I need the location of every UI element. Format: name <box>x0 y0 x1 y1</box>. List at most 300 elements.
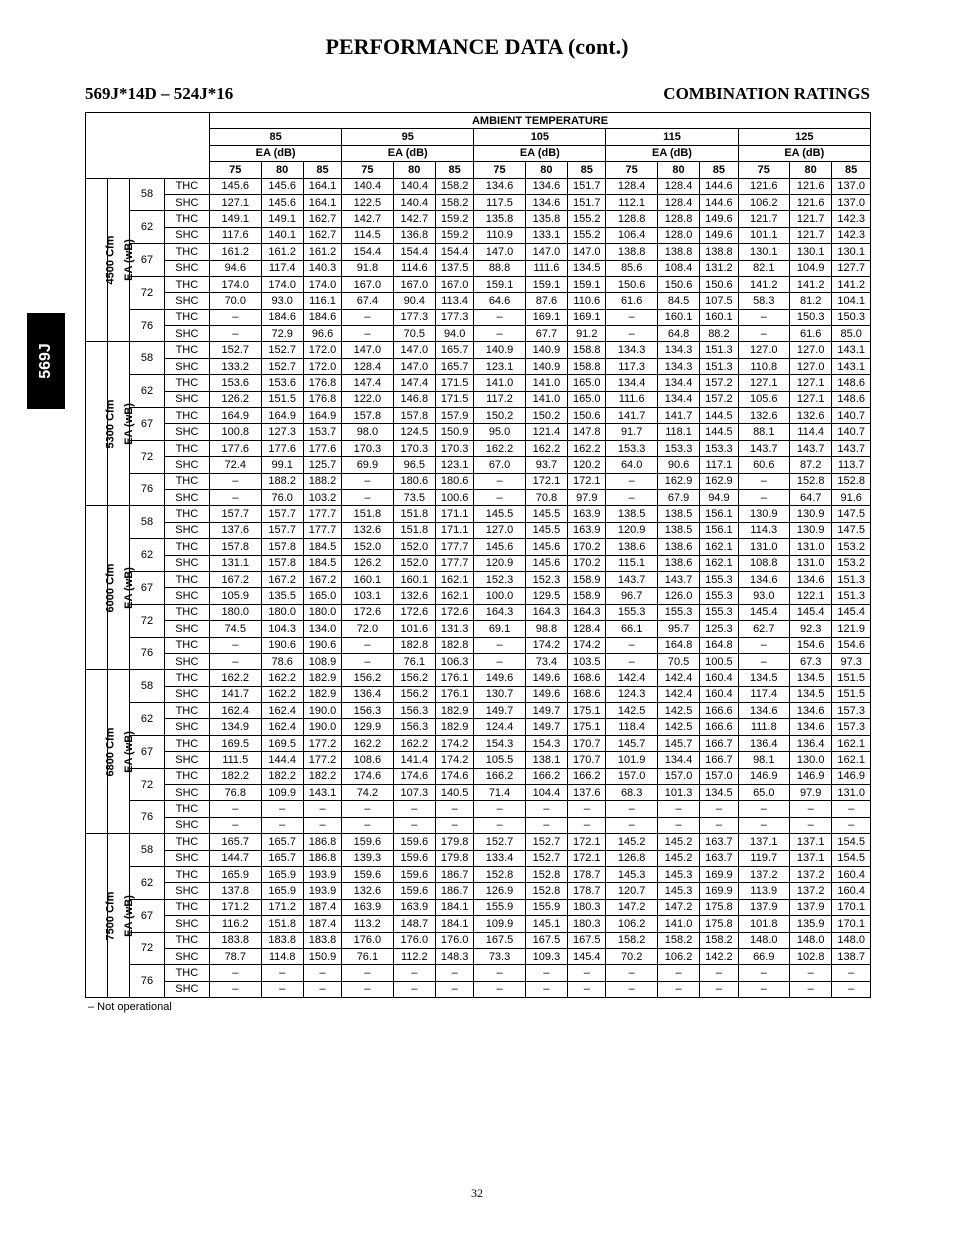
shc-cell: 61.6 <box>790 326 832 342</box>
thc-cell: 138.6 <box>657 539 699 555</box>
shc-cell: 145.6 <box>261 194 303 210</box>
table-row <box>86 768 871 784</box>
shc-cell: 101.3 <box>657 785 699 801</box>
shc-cell: 186.7 <box>435 883 473 899</box>
shc-cell: 162.1 <box>832 752 871 768</box>
thc-cell: 155.9 <box>525 899 567 915</box>
thc-cell: 144.6 <box>700 178 738 194</box>
shc-cell: 184.5 <box>303 555 341 571</box>
shc-cell: 114.8 <box>261 948 303 964</box>
shc-cell: 137.2 <box>790 883 832 899</box>
thc-cell: 157.8 <box>342 408 393 424</box>
thc-cell: 162.4 <box>210 703 261 719</box>
thc-cell: 134.5 <box>790 670 832 686</box>
thc-cell: 162.1 <box>832 735 871 751</box>
db-value: 85 <box>832 162 871 178</box>
thc-cell: 175.8 <box>700 899 738 915</box>
thc-cell: 155.3 <box>657 604 699 620</box>
table-row <box>86 604 871 620</box>
thc-cell: 167.2 <box>261 571 303 587</box>
thc-cell: 162.1 <box>435 571 473 587</box>
db-value: 85 <box>435 162 473 178</box>
shc-cell: 108.6 <box>342 752 393 768</box>
thc-cell: 152.7 <box>261 342 303 358</box>
shc-cell: 64.0 <box>606 457 657 473</box>
shc-cell: 102.8 <box>790 948 832 964</box>
thc-cell: 138.8 <box>606 244 657 260</box>
shc-cell: 145.2 <box>657 850 699 866</box>
thc-cell: 156.1 <box>700 506 738 522</box>
shc-cell: 160.4 <box>832 883 871 899</box>
thc-cell: 142.3 <box>832 211 871 227</box>
thc-cell: 141.7 <box>657 408 699 424</box>
thc-label: THC <box>164 965 209 981</box>
shc-cell: 149.6 <box>700 227 738 243</box>
shc-cell: 142.4 <box>657 686 699 702</box>
thc-cell: 162.4 <box>261 703 303 719</box>
shc-cell: 111.6 <box>525 260 567 276</box>
thc-cell: 167.0 <box>342 276 393 292</box>
thc-cell: 167.5 <box>525 932 567 948</box>
shc-cell: 66.9 <box>738 948 789 964</box>
shc-cell: 100.5 <box>700 653 738 669</box>
cfm-label <box>86 178 117 342</box>
shc-label: SHC <box>164 817 209 833</box>
shc-cell: – <box>700 817 738 833</box>
thc-cell: – <box>606 637 657 653</box>
shc-cell: 98.8 <box>525 621 567 637</box>
thc-cell: 135.8 <box>525 211 567 227</box>
shc-cell: – <box>342 653 393 669</box>
shc-cell: 109.9 <box>261 785 303 801</box>
thc-cell: 164.3 <box>474 604 525 620</box>
shc-cell: 162.1 <box>700 555 738 571</box>
thc-label: THC <box>164 604 209 620</box>
thc-cell: 147.0 <box>474 244 525 260</box>
thc-cell: 147.0 <box>393 342 435 358</box>
shc-cell: – <box>606 653 657 669</box>
shc-cell: – <box>738 489 789 505</box>
db-value: 80 <box>525 162 567 178</box>
thc-cell: 172.1 <box>568 473 606 489</box>
shc-cell: – <box>832 981 871 997</box>
shc-cell: 126.2 <box>210 391 261 407</box>
thc-cell: 151.3 <box>700 342 738 358</box>
thc-cell: 172.1 <box>525 473 567 489</box>
thc-cell: – <box>790 965 832 981</box>
shc-cell: 94.0 <box>435 326 473 342</box>
wb-value: 67 <box>130 899 164 932</box>
thc-cell: 162.7 <box>303 211 341 227</box>
shc-cell: – <box>393 817 435 833</box>
thc-cell: 190.0 <box>303 703 341 719</box>
shc-cell: 151.5 <box>832 686 871 702</box>
shc-cell: 67.4 <box>342 293 393 309</box>
shc-cell: 67.0 <box>474 457 525 473</box>
wb-value: 76 <box>130 473 164 506</box>
thc-cell: 162.1 <box>700 539 738 555</box>
shc-cell: 190.0 <box>303 719 341 735</box>
shc-cell: 100.0 <box>474 588 525 604</box>
thc-cell: 170.3 <box>342 440 393 456</box>
shc-cell: 162.4 <box>261 719 303 735</box>
thc-cell: 174.2 <box>525 637 567 653</box>
shc-cell: 121.4 <box>525 424 567 440</box>
thc-cell: – <box>474 801 525 817</box>
thc-cell: 148.0 <box>738 932 789 948</box>
thc-cell: 178.7 <box>568 866 606 882</box>
header-corner <box>86 113 210 179</box>
thc-cell: 140.9 <box>474 342 525 358</box>
shc-cell: 101.6 <box>393 621 435 637</box>
shc-cell: – <box>261 817 303 833</box>
thc-cell: 180.0 <box>261 604 303 620</box>
shc-cell: 67.3 <box>790 653 832 669</box>
thc-cell: 152.8 <box>790 473 832 489</box>
shc-cell: 128.0 <box>657 227 699 243</box>
shc-cell: 160.4 <box>700 686 738 702</box>
shc-cell: 90.6 <box>657 457 699 473</box>
db-value: 80 <box>657 162 699 178</box>
shc-cell: 147.8 <box>568 424 606 440</box>
shc-cell: – <box>657 981 699 997</box>
thc-cell: 159.1 <box>474 276 525 292</box>
thc-cell: 128.4 <box>606 178 657 194</box>
thc-label: THC <box>164 309 209 325</box>
shc-cell: 74.5 <box>210 621 261 637</box>
thc-cell: 161.2 <box>261 244 303 260</box>
thc-cell: – <box>435 801 473 817</box>
shc-cell: 169.9 <box>700 883 738 899</box>
shc-cell: 70.8 <box>525 489 567 505</box>
thc-cell: 142.5 <box>606 703 657 719</box>
shc-cell: 133.2 <box>210 358 261 374</box>
shc-cell: 177.7 <box>435 555 473 571</box>
wb-value: 58 <box>130 834 164 867</box>
thc-cell: 165.7 <box>261 834 303 850</box>
thc-cell: 128.8 <box>657 211 699 227</box>
shc-cell: 171.1 <box>435 522 473 538</box>
shc-cell: 158.8 <box>568 358 606 374</box>
shc-label: SHC <box>164 850 209 866</box>
thc-cell: 176.0 <box>393 932 435 948</box>
thc-cell: 156.2 <box>393 670 435 686</box>
thc-cell: 143.7 <box>832 440 871 456</box>
shc-cell: 155.2 <box>568 227 606 243</box>
shc-cell: 182.9 <box>435 719 473 735</box>
thc-cell: 164.8 <box>657 637 699 653</box>
table-row <box>86 473 871 489</box>
shc-cell: 138.6 <box>657 555 699 571</box>
cfm-label <box>86 834 117 998</box>
thc-cell: 156.2 <box>342 670 393 686</box>
thc-cell: 141.2 <box>790 276 832 292</box>
shc-cell: 94.6 <box>210 260 261 276</box>
thc-cell: 160.1 <box>657 309 699 325</box>
shc-cell: 67.7 <box>525 326 567 342</box>
shc-cell: 148.7 <box>393 916 435 932</box>
shc-cell: – <box>606 817 657 833</box>
thc-cell: 169.1 <box>568 309 606 325</box>
shc-cell: 128.4 <box>657 194 699 210</box>
table-row <box>86 309 871 325</box>
shc-cell: 134.5 <box>790 686 832 702</box>
shc-cell: – <box>474 653 525 669</box>
thc-cell: 186.7 <box>435 866 473 882</box>
thc-cell: 193.9 <box>303 866 341 882</box>
thc-cell: 132.6 <box>790 408 832 424</box>
shc-cell: 117.5 <box>474 194 525 210</box>
shc-cell: 159.2 <box>435 227 473 243</box>
thc-cell: 182.8 <box>435 637 473 653</box>
thc-cell: 163.9 <box>568 506 606 522</box>
shc-cell: 136.8 <box>393 227 435 243</box>
thc-cell: 166.7 <box>700 735 738 751</box>
thc-cell: 168.6 <box>568 670 606 686</box>
thc-cell: 176.0 <box>342 932 393 948</box>
shc-cell: 117.1 <box>700 457 738 473</box>
thc-cell: – <box>832 801 871 817</box>
shc-cell: 141.0 <box>525 391 567 407</box>
thc-cell: 170.3 <box>435 440 473 456</box>
table-row <box>86 555 871 571</box>
shc-cell: 104.9 <box>790 260 832 276</box>
thc-cell: 160.1 <box>700 309 738 325</box>
shc-cell: 85.0 <box>832 326 871 342</box>
shc-cell: 177.7 <box>303 522 341 538</box>
shc-cell: 126.2 <box>342 555 393 571</box>
shc-cell: 84.5 <box>657 293 699 309</box>
table-row <box>86 506 871 522</box>
thc-cell: 167.0 <box>435 276 473 292</box>
shc-cell: 139.3 <box>342 850 393 866</box>
thc-cell: 154.6 <box>832 637 871 653</box>
db-value: 75 <box>606 162 657 178</box>
shc-cell: 111.5 <box>210 752 261 768</box>
shc-cell: 100.8 <box>210 424 261 440</box>
thc-cell: – <box>657 965 699 981</box>
thc-cell: 145.4 <box>832 604 871 620</box>
shc-cell: 171.5 <box>435 391 473 407</box>
table-row <box>86 457 871 473</box>
thc-cell: 147.0 <box>342 342 393 358</box>
thc-cell: 157.8 <box>393 408 435 424</box>
table-row <box>86 834 871 850</box>
wb-value: 62 <box>130 375 164 408</box>
shc-cell: 62.7 <box>738 621 789 637</box>
wb-value: 76 <box>130 801 164 834</box>
db-value: 85 <box>700 162 738 178</box>
shc-cell: 64.6 <box>474 293 525 309</box>
shc-label: SHC <box>164 653 209 669</box>
shc-cell: 82.1 <box>738 260 789 276</box>
shc-cell: 108.9 <box>303 653 341 669</box>
wb-value: 76 <box>130 965 164 998</box>
thc-cell: 150.3 <box>832 309 871 325</box>
thc-cell: 138.8 <box>700 244 738 260</box>
thc-cell: 157.8 <box>210 539 261 555</box>
shc-cell: 58.3 <box>738 293 789 309</box>
thc-cell: 166.2 <box>568 768 606 784</box>
thc-cell: 162.2 <box>210 670 261 686</box>
shc-cell: 88.2 <box>700 326 738 342</box>
thc-label: THC <box>164 866 209 882</box>
ea-db-label: EA (dB) <box>342 145 474 161</box>
thc-cell: 130.1 <box>832 244 871 260</box>
thc-cell: 137.0 <box>832 178 871 194</box>
thc-cell: 141.7 <box>606 408 657 424</box>
thc-cell: 182.2 <box>261 768 303 784</box>
thc-cell: 140.4 <box>342 178 393 194</box>
shc-cell: 111.8 <box>738 719 789 735</box>
thc-cell: 130.1 <box>790 244 832 260</box>
shc-cell: – <box>790 981 832 997</box>
thc-cell: – <box>342 965 393 981</box>
shc-cell: 101.1 <box>738 227 789 243</box>
thc-cell: – <box>790 801 832 817</box>
thc-label: THC <box>164 899 209 915</box>
ea-wb-label-text: EA (wB) <box>123 239 136 281</box>
thc-cell: 166.2 <box>525 768 567 784</box>
shc-cell: 98.1 <box>738 752 789 768</box>
thc-cell: 137.9 <box>738 899 789 915</box>
thc-cell: 174.0 <box>210 276 261 292</box>
table-row <box>86 588 871 604</box>
shc-cell: – <box>210 817 261 833</box>
ea-db-label: EA (dB) <box>606 145 738 161</box>
shc-cell: 134.5 <box>568 260 606 276</box>
thc-label: THC <box>164 670 209 686</box>
thc-cell: 145.7 <box>657 735 699 751</box>
shc-cell: 106.3 <box>435 653 473 669</box>
thc-cell: – <box>210 473 261 489</box>
shc-cell: 66.1 <box>606 621 657 637</box>
thc-cell: 183.8 <box>303 932 341 948</box>
table-row <box>86 489 871 505</box>
thc-cell: – <box>342 637 393 653</box>
shc-cell: 124.5 <box>393 424 435 440</box>
thc-cell: 182.9 <box>303 670 341 686</box>
wb-value: 76 <box>130 637 164 670</box>
shc-cell: – <box>342 981 393 997</box>
thc-cell: 162.2 <box>568 440 606 456</box>
thc-cell: 163.7 <box>700 834 738 850</box>
thc-cell: 152.7 <box>210 342 261 358</box>
shc-cell: 127.0 <box>790 358 832 374</box>
thc-cell: 162.2 <box>261 670 303 686</box>
thc-cell: 127.1 <box>738 375 789 391</box>
thc-cell: 128.8 <box>606 211 657 227</box>
thc-cell: 134.6 <box>738 703 789 719</box>
thc-cell: – <box>606 309 657 325</box>
thc-cell: 177.7 <box>303 506 341 522</box>
shc-cell: 175.8 <box>700 916 738 932</box>
thc-cell: 155.9 <box>474 899 525 915</box>
thc-cell: 159.6 <box>393 834 435 850</box>
table-row <box>86 539 871 555</box>
shc-cell: 162.7 <box>303 227 341 243</box>
thc-cell: 171.2 <box>261 899 303 915</box>
thc-cell: 177.6 <box>303 440 341 456</box>
shc-cell: – <box>700 981 738 997</box>
cfm-label <box>86 506 117 670</box>
shc-cell: 72.0 <box>342 621 393 637</box>
thc-cell: 142.4 <box>606 670 657 686</box>
shc-cell: 187.4 <box>303 916 341 932</box>
thc-cell: 134.6 <box>790 571 832 587</box>
shc-cell: 91.2 <box>568 326 606 342</box>
thc-label: THC <box>164 408 209 424</box>
shc-cell: 157.7 <box>261 522 303 538</box>
thc-cell: 140.7 <box>832 408 871 424</box>
shc-cell: 159.6 <box>393 883 435 899</box>
shc-cell: 162.1 <box>435 588 473 604</box>
thc-cell: 152.8 <box>832 473 871 489</box>
thc-cell: 154.4 <box>435 244 473 260</box>
shc-cell: 170.1 <box>832 916 871 932</box>
thc-cell: 155.2 <box>568 211 606 227</box>
shc-cell: 153.7 <box>303 424 341 440</box>
cfm-label-text: 7500 Cfm <box>104 891 117 941</box>
shc-cell: 140.1 <box>261 227 303 243</box>
shc-cell: 72.9 <box>261 326 303 342</box>
table-row <box>86 817 871 833</box>
shc-cell: 101.9 <box>606 752 657 768</box>
shc-cell: 138.7 <box>832 948 871 964</box>
thc-cell: 158.2 <box>700 932 738 948</box>
thc-cell: 160.4 <box>832 866 871 882</box>
wb-value: 62 <box>130 703 164 736</box>
thc-cell: 174.2 <box>568 637 606 653</box>
shc-cell: 166.6 <box>700 719 738 735</box>
ea-wb-label-text: EA (wB) <box>123 566 136 609</box>
thc-cell: – <box>738 473 789 489</box>
thc-cell: 145.4 <box>738 604 789 620</box>
shc-cell: 91.7 <box>606 424 657 440</box>
shc-cell: – <box>210 326 261 342</box>
thc-cell: 143.7 <box>606 571 657 587</box>
shc-cell: 151.8 <box>393 522 435 538</box>
thc-cell: 154.4 <box>342 244 393 260</box>
thc-cell: 146.9 <box>790 768 832 784</box>
shc-cell: 127.1 <box>790 391 832 407</box>
thc-cell: 149.7 <box>525 703 567 719</box>
cfm-label-text: 6800 Cfm <box>104 727 117 777</box>
shc-cell: 157.2 <box>700 391 738 407</box>
shc-cell: 148.3 <box>435 948 473 964</box>
shc-cell: 174.2 <box>435 752 473 768</box>
shc-cell: 118.1 <box>657 424 699 440</box>
thc-cell: – <box>738 801 789 817</box>
thc-cell: 154.3 <box>474 735 525 751</box>
shc-cell: 152.8 <box>525 883 567 899</box>
shc-cell: 64.8 <box>657 326 699 342</box>
shc-cell: 91.8 <box>342 260 393 276</box>
thc-cell: 143.7 <box>657 571 699 587</box>
thc-cell: 149.7 <box>474 703 525 719</box>
shc-cell: 105.6 <box>738 391 789 407</box>
shc-cell: 128.4 <box>342 358 393 374</box>
thc-cell: 156.3 <box>393 703 435 719</box>
db-value: 85 <box>303 162 341 178</box>
shc-cell: 114.4 <box>790 424 832 440</box>
shc-cell: 123.1 <box>435 457 473 473</box>
thc-cell: 187.4 <box>303 899 341 915</box>
shc-cell: 124.3 <box>606 686 657 702</box>
shc-label: SHC <box>164 948 209 964</box>
shc-cell: 165.7 <box>435 358 473 374</box>
ambient-header: AMBIENT TEMPERATURE <box>210 113 871 129</box>
